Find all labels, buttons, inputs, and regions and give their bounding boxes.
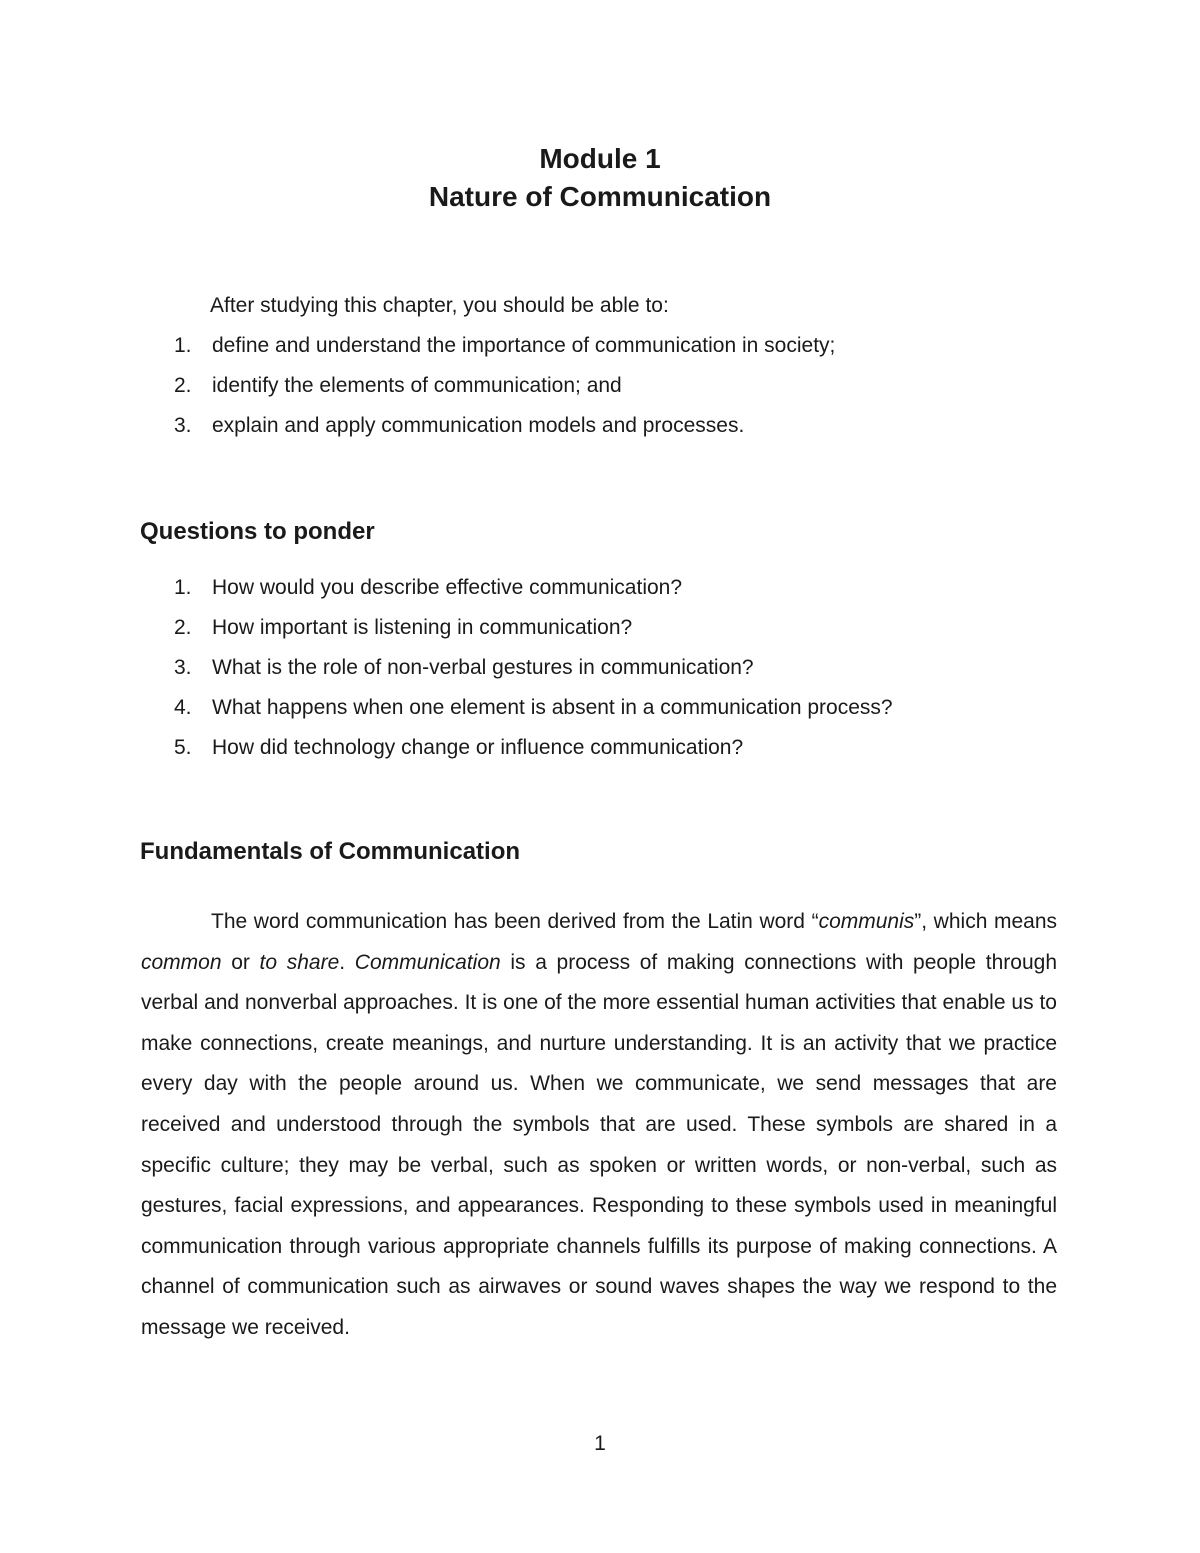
list-item-text: How would you describe effective communication?: [212, 576, 683, 599]
list-item: [140, 406, 1060, 446]
list-item-text: What happens when one element is absent in a communication process?: [212, 696, 893, 719]
questions-heading: Questions to ponder: [140, 518, 375, 545]
term-to-share: to share: [259, 950, 340, 974]
questions-section: [140, 568, 1060, 768]
list-item-text: How important is listening in communication?: [212, 616, 633, 639]
page-number: 1: [594, 1432, 606, 1455]
list-item: [140, 608, 1060, 648]
paragraph-text: The word communication has been derived from the Latin word “: [211, 910, 819, 933]
list-item-number: 1.: [174, 576, 192, 599]
list-item-text: What is the role of non-verbal gestures in communication?: [212, 656, 754, 679]
list-item-text: identify the elements of communication; and: [212, 374, 622, 397]
page-title: Nature of Communication: [428, 181, 772, 212]
term-communis: communis: [818, 910, 915, 933]
list-item-number: 4.: [174, 696, 192, 719]
list-item-text: define and understand the importance of communication in society;: [212, 334, 836, 357]
list-item-number: 3.: [174, 414, 192, 437]
questions-list: [140, 568, 1060, 768]
term-communication: Communication: [354, 950, 501, 974]
objectives-list: [140, 326, 1060, 446]
learning-objectives: [140, 286, 1060, 446]
list-item: [140, 568, 1060, 608]
objectives-intro: After studying this chapter, you should be able to:: [210, 294, 669, 317]
list-item-number: 2.: [174, 616, 192, 639]
module-label: Module 1: [539, 143, 661, 174]
list-item: [140, 366, 1060, 406]
term-common: common: [141, 950, 222, 974]
paragraph-text: is a process of making connections with people through verbal and nonverbal approaches. It is one of the more essential human activities that enable us to make connections, create meanings, and nurture understanding. It is an activity that we practice every day with the people around us. When we communicate, we send messages that are received and understood through the symbols that are used. These symbols are shared in a specific culture; they may be verbal, such as spoken or written words, or non-verbal, such as gestures, facial expressions, and appearances. Responding to these symbols used in meaningful communication through various appropriate channels fulfills its purpose of making connections. A channel of communication such as airwaves or sound waves shapes the way we respond to the message we received.: [141, 950, 1057, 1339]
list-item-number: 5.: [174, 736, 192, 759]
list-item-text: How did technology change or influence communication?: [212, 736, 744, 759]
list-item-text: explain and apply communication models and processes.: [212, 414, 745, 437]
list-item: [140, 728, 1060, 768]
paragraph-text: ”, which means: [914, 910, 1058, 933]
list-item: [140, 688, 1060, 728]
list-item-number: 1.: [174, 334, 192, 357]
paragraph-text: .: [339, 950, 355, 974]
list-item: [140, 648, 1060, 688]
list-item: [140, 326, 1060, 366]
paragraph-text: or: [221, 950, 260, 974]
list-item-number: 3.: [174, 656, 192, 679]
list-item-number: 2.: [174, 374, 192, 397]
fundamentals-heading: Fundamentals of Communication: [140, 838, 521, 865]
fundamentals-paragraph: [141, 902, 1057, 1349]
title-block: [0, 140, 1200, 216]
